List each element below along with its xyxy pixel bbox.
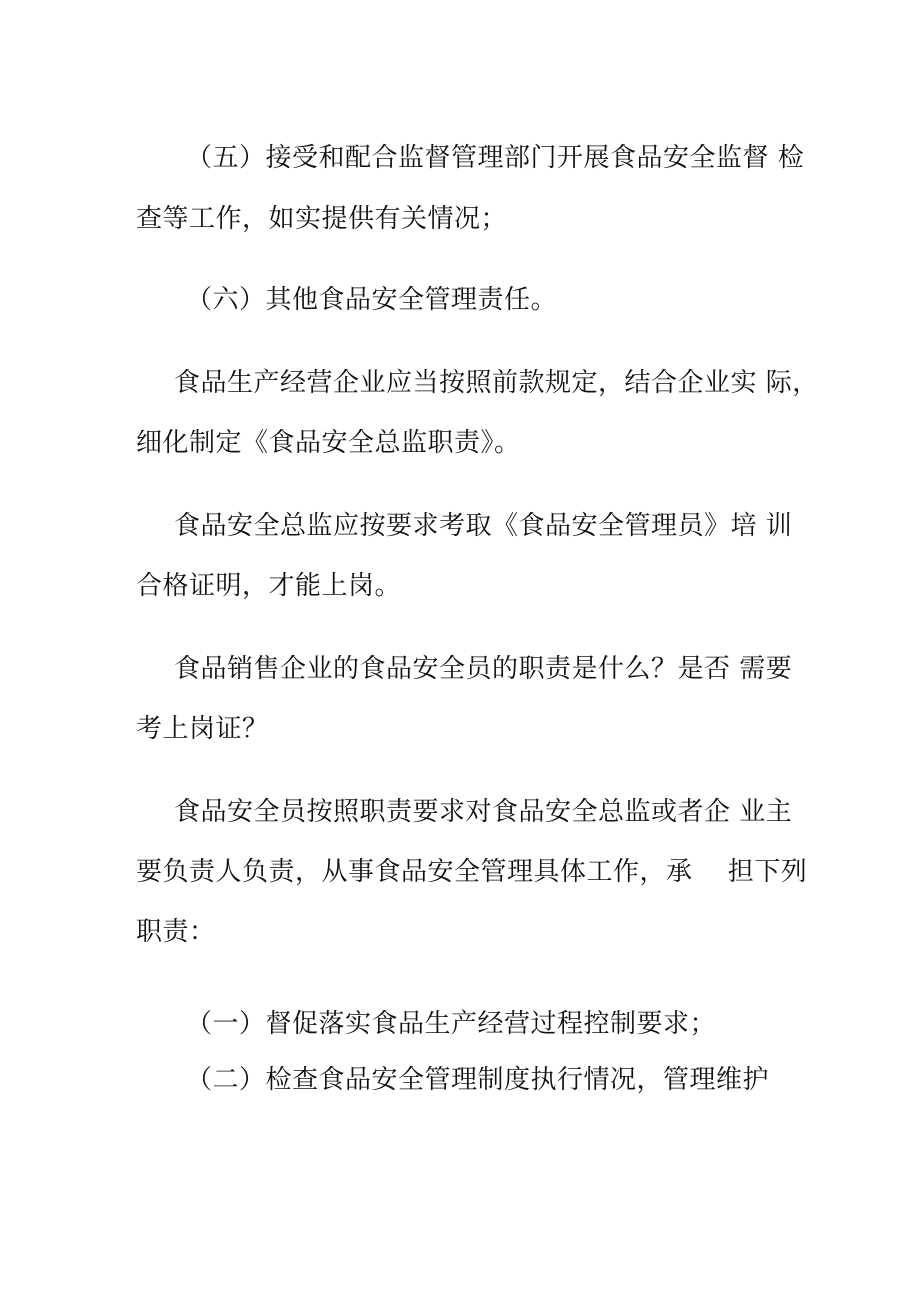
text-line: 要负责人负责，从事食品安全管理具体工作，承 担下列	[136, 857, 808, 887]
text-line: 查等工作，如实提供有关情况；	[136, 204, 508, 234]
text-line: 食品安全总监应按要求考取《食品安全管理员》培 训	[174, 511, 793, 541]
text-line: 职责：	[136, 917, 216, 947]
text-line: （六）其他食品安全管理责任。	[186, 285, 558, 315]
text-line: 考上岗证？	[136, 714, 269, 744]
text-line: 细化制定《食品安全总监职责》。	[136, 428, 521, 458]
text-line: （五）接受和配合监督管理部门开展食品安全监督 检	[186, 143, 805, 173]
text-line: （二）检查食品安全管理制度执行情况，管理维护	[186, 1065, 770, 1095]
text-line: 食品安全员按照职责要求对食品安全总监或者企 业主	[174, 797, 793, 827]
text-line: 合格证明，才能上岗。	[136, 571, 402, 601]
text-line: 食品生产经营企业应当按照前款规定，结合企业实 际，	[174, 368, 819, 398]
text-line: （一）督促落实食品生产经营过程控制要求；	[186, 1009, 717, 1039]
text-line: 食品销售企业的食品安全员的职责是什么？是否 需要	[174, 654, 793, 684]
